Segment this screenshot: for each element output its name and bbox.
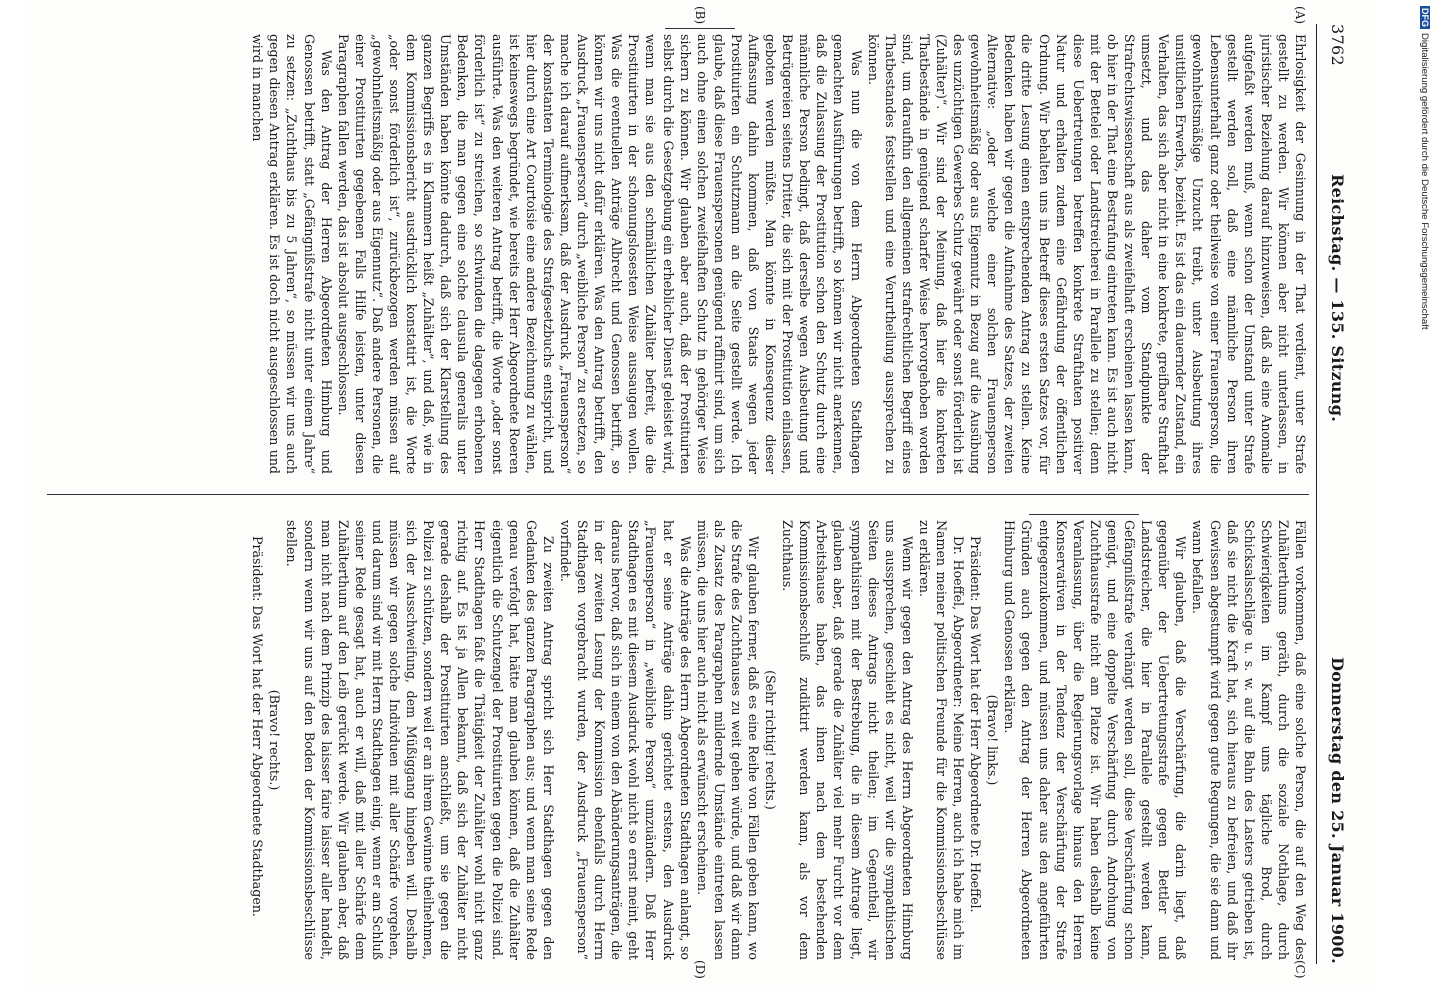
margin-stroke-left [665, 28, 735, 29]
header-rule [1316, 24, 1317, 964]
left-text-column [49, 34, 1309, 474]
left-paragraph-1: Ehrlosigkeit der Gesinnung in der That verdient, unter Strafe gestellt zu werden. Wir können aber nicht unterlassen, in juristischer Beziehung darauf hinzuweisen, daß als eine Anomalie aufgefaßt werden muß, wenn schon der Umstand unter Strafe gestellt werden soll, daß eine männliche Person ihren Lebensunterhalt ganz oder theilweise von einer Frauensperson, die gewohnheitsmäßige Unzucht treibt, unter Ausbeutung ihres unsittlichen Erwerbs, bezieht. Es ist das ein dauernder Zustand, ein Verhalten, das sich aber nicht in eine konkrete, greifbare Strafthat umsetzt, und das daher vom Standpunkte der Strafrechtswissenschaft aus als zweifelhaft erscheinen lassen kann, ob hier in der That eine Bestrafung eintreten kann. Es ist auch nicht mit der Bettelei oder Landstreicherei in Parallele zu stellen; denn diese Uebertretungen betreffen konkrete Strafthaten positiver Natur und erhalten zudem eine Gefährdung der öffentlichen Ordnung. Wir behalten uns in Betreff dieses ersten Satzes vor, für die dritte Lesung einen entsprechenden Antrag zu stellen. Keine Bedenken haben wir gegen die Aufnahme des Satzes, der zweiten Alternative: „oder welche einer solchen Frauensperson gewohnheitsmäßig oder aus Eigennutz in Bezug auf die Ausübung des unzüchtigen Gewerbes Schutz gewährt oder sonst förderlich ist (Zuhälter)“. Wir sind der Meinung, daß hier die konkreten Thatbestände in genügend scharfer Weise hervorgehoben worden sind, um daraufhin den allgemeinen strafrechtlichen Begriff eines Thatbestandes feststellen und eine Verurtheilung aussprechen zu können. [865, 34, 1308, 474]
session-date: Donnerstag den 25. Januar 1900. [1328, 657, 1347, 964]
margin-stroke-right [1029, 514, 1139, 515]
page-number: 3762 [1328, 24, 1347, 66]
margin-marker-d: (D) [693, 960, 707, 979]
left-paragraph-3: Was den Antrag der Herren Abgeordneten Himburg und Genossen betrifft, statt „Gefängnißstrafe nicht unter einem Jahre“ zu setzen: „Zuchthaus bis zu 5 Jahren“, so müssen wir uns auch gegen diesen Antrag erklären. Es ist doch nicht ausgeschlossen und wird in manchen [250, 34, 334, 474]
credit-text: Digitalisierung gefördert durch die Deutsche Forschungsgemeinschaft [1419, 33, 1430, 330]
left-paragraph-2: Was nun die von dem Herrn Abgeordneten Stadthagen gemachten Ausführungen betrifft, so können wir nicht anerkennen, daß die Zulassung der Prostitution schon den Schutz durch eine männliche Person bedingt, daß derselbe wegen Ausbeutung und Betrügereien seitens Dritter, die sich mit der Prostitution einlassen, geboten werden müßte. Man könnte in Konsequenz dieser Auffassung dahin kommen, daß von Staats wegen jeder Prostituirten ein Schutzmann an die Seite gestellt werde. Ich glaube, daß diese Frauenspersonen genügend raffinirt sind, um sich auch ohne einen solchen zweifelhaften Schutz in gehöriger Weise sichern zu können. Wir glauben aber auch, daß der Prostituirten selbst durch die Gesetzgebung ein erheblicher Dienst geleistet wird, wenn man sie aus den schmählichen Zuhälter befreit, die die Prostituirten in der schonungslosesten Weise aussaugen wollen. Was die eventuellen Anträge Albrecht und Genossen betrifft, so können wir uns nicht dafür erklären. Was den Antrag betrifft, den Ausdruck „Frauensperson“ durch „weibliche Person“ zu ersetzen, so mache ich darauf aufmerksam, daß der Ausdruck „Frauensperson“ der konstanten Terminologie des Strafgesetzbuchs entspricht, und hier durch eine Art Courtoisie eine andere Bezeichnung zu wählen, ist keineswegs begründet, wie bereits der Herr Abgeordnete Roeren ausführte. Was den weiteren Antrag betrifft, die Worte „oder sonst förderlich ist“ zu streichen, so schwinden die dagegen erhobenen Bedenken, die man gegen eine solche clausula generalis unter Umständen haben könnte dadurch, daß sich der Klarstellung des ganzen Begriffs es in Klammern heißt „Zuhälter“, und daß, wie in dem Kommissionsbericht ausdrücklich konstatirt ist, die Worte „oder sonst förderlich ist“, zurückbezogen werden müssen auf „gewohnheitsmäßig oder aus Eigennutz“. Daß andere Personen, die einer Prostituirten gegebenen Falls Hilfe leisten, unter diesen Paragraphen fallen werden, das ist absolut ausgeschlossen. [335, 34, 864, 474]
right-paragraph-hoeffel-1: Wenn wir gegen den Antrag des Herrn Abgeordneten Himburg uns aussprechen, geschieht es nicht, weil wir die sympathischen Seiten dieses Antrags nicht theilen; im Gegentheil, wir sympathisiren mit der Bestrebung, die in diesem Antrage liegt, glauben aber, daß gerade die Zuhälter viel mehr Furcht vor dem Arbeitshause haben, das ihnen nach dem bestehenden Kommissionsbeschluß zudiktirt werden kann, als vor dem Zuchthaus. [780, 520, 915, 960]
interjection-sehr-richtig: (Sehr richtig! rechts.) [763, 670, 779, 810]
right-text-column [49, 520, 1309, 960]
president-speaker-line-2: Präsident: Das Wort hat der Herr Abgeordnete Stadthagen. [250, 536, 266, 917]
session-title: Reichstag. — 135. Sitzung. [1328, 174, 1347, 423]
digitization-credit [1416, 6, 1434, 996]
running-head [1321, 24, 1353, 964]
interjection-bravo-links: (Bravo! links.) [985, 694, 1001, 786]
rotated-newspaper-page [25, 0, 1375, 990]
margin-marker-a: (A) [1293, 6, 1307, 25]
margin-marker-c: (C) [1293, 960, 1307, 979]
column-divider [47, 494, 1309, 495]
right-paragraph-hoeffel-3: Was die Anträge des Herrn Abgeordneten Stadthagen anlangt, so hat er seine Anträge dahin gerichtet erstens, den Ausdruck „Frauensperson“ in „weibliche Person“ umzuändern. Daß Herr Stadthagen es mit diesem Ausdruck wohl nicht so ernst meint, geht daraus hervor, daß sich in einem von den Abänderungsanträgen, die in der zweiten Lesung der Kommission ebenfalls durch Herrn Stadthagen vorgebracht wurden, der Ausdruck „Frauensperson“ vorfindet. [557, 520, 693, 960]
right-paragraph-1: Fällen vorkommen, daß eine solche Person, die auf den Weg des Zuhälterthums geräth, durch die soziale Nothlage, durch Schwierigkeiten im Kampf ums tägliche Brod, durch Schicksalsschläge u. s. w. auf die Bahn des Lasters getrieben ist, daß sie nicht die Kraft hat, sich hieraus zu befreien, und daß ihr Gewissen abgestumpft wird gegen gute Regungen, die sie dann und wann befallen. [1190, 520, 1308, 960]
interjection-bravo-rechts: (Bravo! rechts.) [267, 689, 283, 791]
right-paragraph-hoeffel-2: Wir glauben ferner, daß es eine Reihe von Fällen geben kann, wo die Strafe des Zuchthauses zu weit gehen würde, und daß wir dann als Zusatz des Paragraphen mildernde Umstände eintreten lassen müssen, die uns hier auch nicht als erwünscht erscheinen. [694, 520, 761, 960]
margin-marker-b: (B) [693, 6, 707, 25]
right-paragraph-hoeffel-4: Zu zweiten Antrag spricht sich Herr Stadthagen gegen den Gedanken des ganzen Paragraphen aus; und wenn man seine Rede genau verfolgt hat, hätte man glauben können, daß die Zuhälter eigentlich die Schutzengel der Prostituirten gegen die Polizei sind. Herr Stadthagen faßt die Thätigkeit der Zuhälter wohl nicht ganz richtig auf. Es ist ja Allen bekannt, daß sich der Zuhälter nicht gerade deshalb der Prostituirten anschließt, um sie gegen die Polizei zu schützen, sondern weil er an ihrem Gewinne theilnehmen, sich der Ausschweifung, dem Müßiggang hingeben will. Deshalb müssen wir gegen solche Individuen mit aller Schärfe vorgehen, und darum sind wir mit Herrn Stadthagen einig, wenn er am Schluß seiner Rede gesagt hat, auch er will, daß mit aller Schärfe dem Zuhälterthum auf den Leib gerückt werde. Wir glauben aber, daß man nicht nach dem Prinzip des laisser faire laisser aller handelt, sondern wenn wir uns auf den Boden der Kommissionsbeschlüsse stellen. [284, 520, 556, 960]
speaker-hoeffel-intro: Dr. Hoeffel, Abgeordneter: Meine Herren, auch ich habe mich im Namen meiner politischen Freunde für die Kommissionsbeschlüsse zu erklären. [916, 520, 967, 960]
president-speaker-line-1: Präsident: Das Wort hat der Herr Abgeordnete Dr. Hoeffel. [968, 536, 984, 913]
right-paragraph-2: Wir glauben, daß die Verschärfung, die darin liegt, daß gegenüber der Uebertretungsstrafe gegen Bettler und Landstreicher, die hier in Parallele gestellt werden kann, Gefängnißstrafe verhängt werden soll, diese Verschärfung schon genügt, und eine doppelte Verschärfung durch Androhung von Zuchthausstrafe nicht am Platze ist. Wir haben deshalb keine Veranlassung, über die Regierungsvorlage hinaus den Herren Konservativen in der Tendenz der Verschärfung der Strafe entgegenzukommen, und müssen uns daher aus den angeführten Gründen auch gegen den Antrag der Herren Abgeordneten Himburg und Genossen erklären. [1002, 520, 1189, 960]
dfg-logo: DFG [1420, 8, 1430, 27]
